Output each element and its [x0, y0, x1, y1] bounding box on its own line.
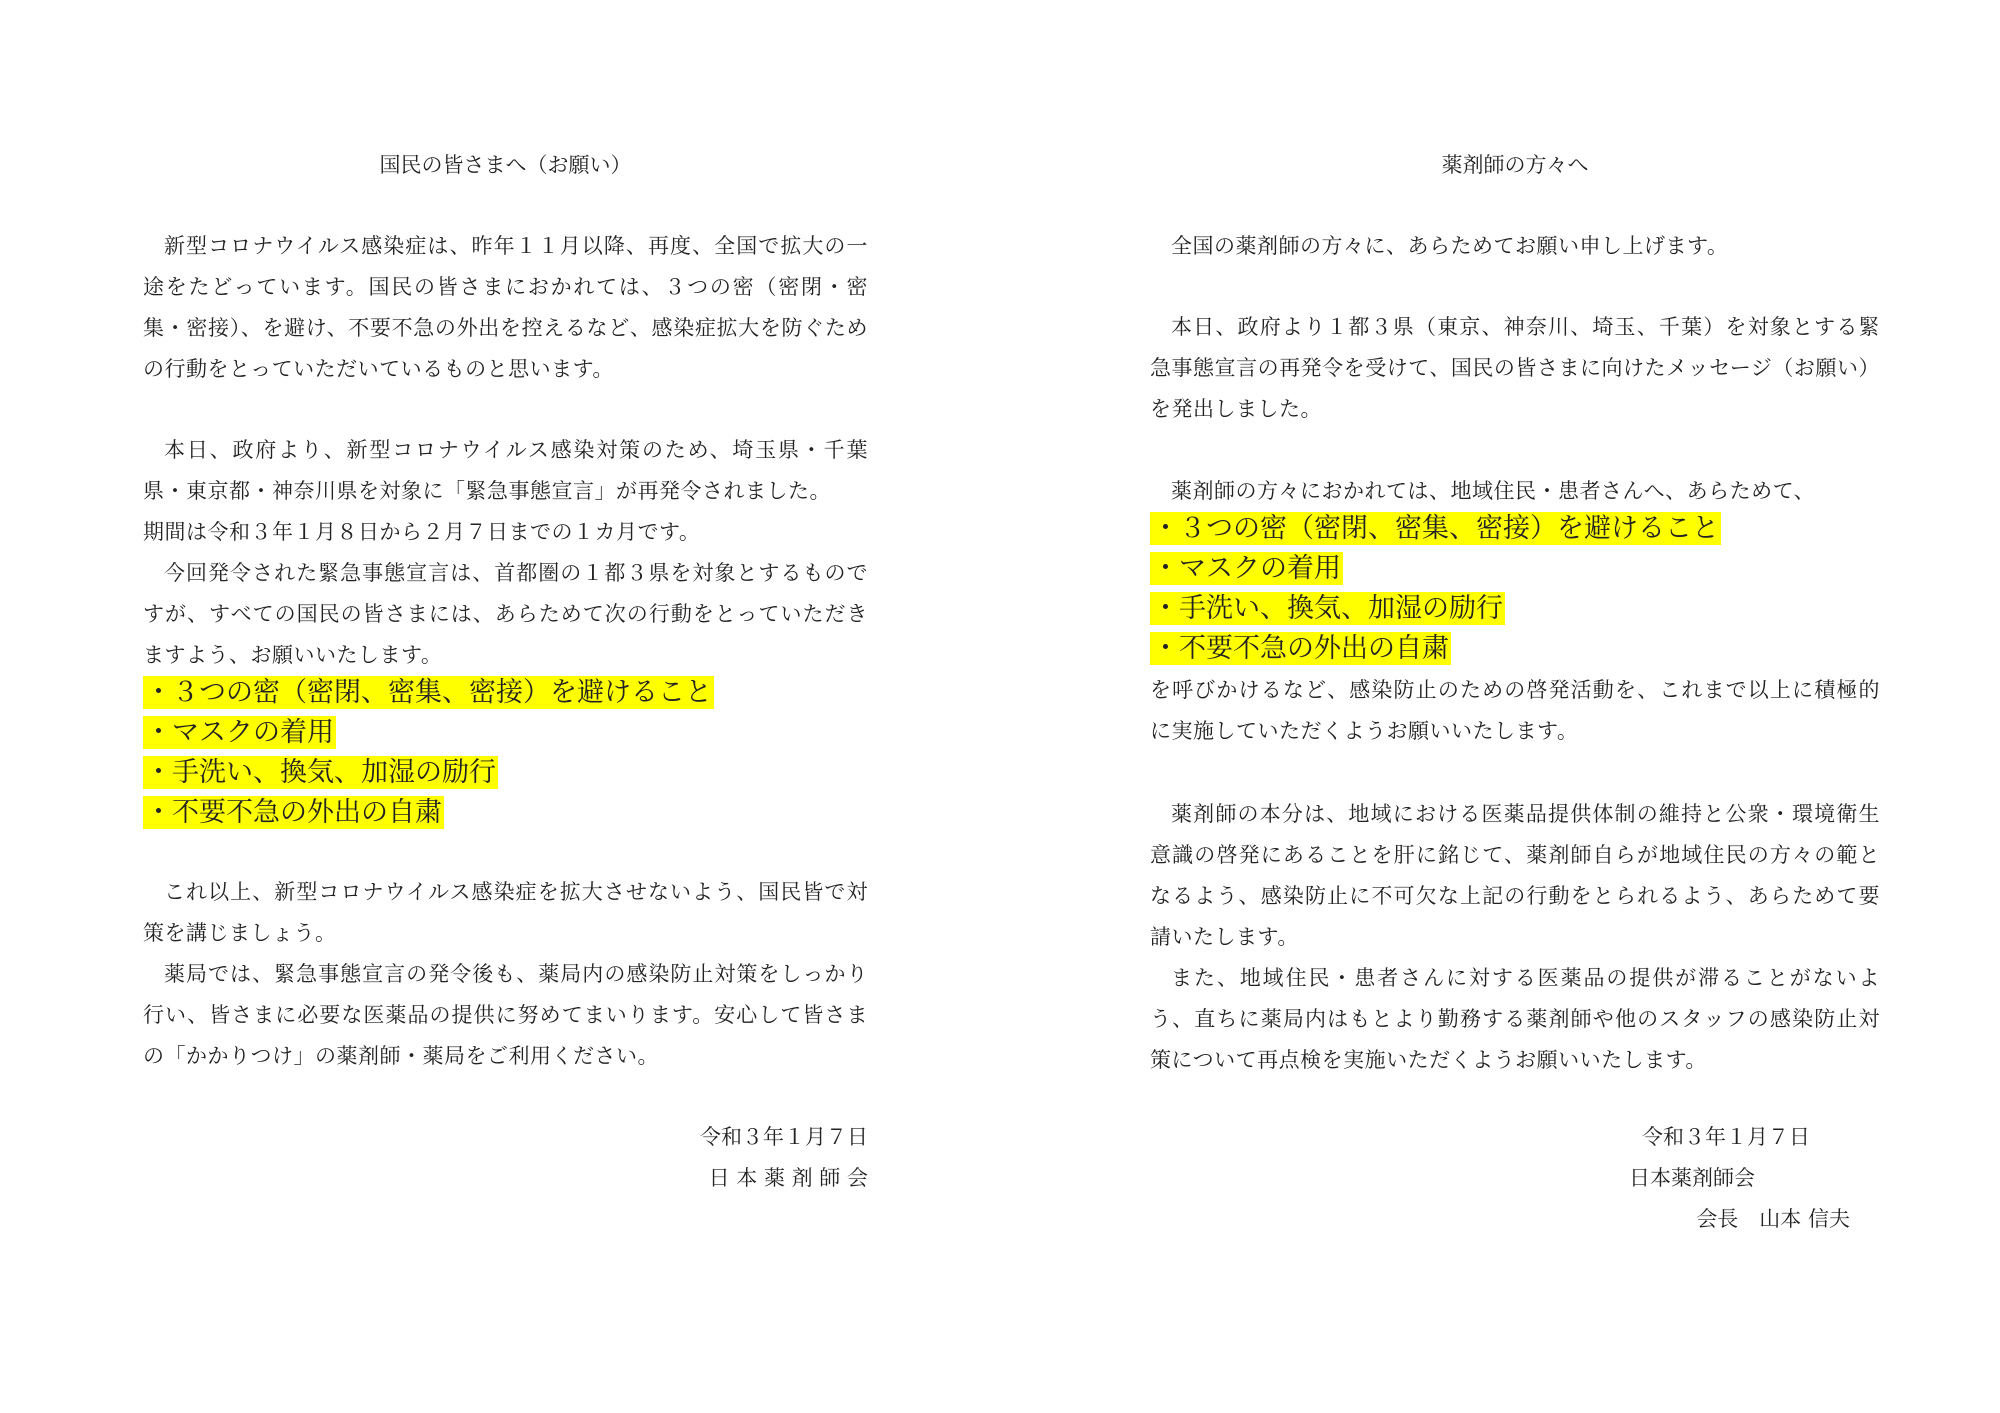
period-paragraph: 期間は令和３年１月８日から２月７日までの１カ月です。 [143, 520, 701, 544]
action-item: ・マスクの着用 [145, 717, 334, 748]
intro-paragraph: 新型コロナウイルス感染症は、昨年１１月以降、再度、全国で拡大の一途をたどっています。国民の皆さまにおかれては、３つの密（密閉・密集・密接）、を避け、不要不急の外出を控えるなど、感染症拡大を防ぐための行動をとっていただいているものと思います。 [143, 234, 868, 381]
action-item: ・不要不急の外出の自粛 [1152, 633, 1449, 664]
campaign-paragraph: を呼びかけるなど、感染防止のための啓発活動を、これまで以上に積極的に実施していただくようお願いいたします。 [1150, 678, 1880, 743]
action-list [143, 673, 714, 833]
action-item: ・手洗い、換気、加湿の励行 [145, 757, 496, 788]
action-item: ・３つの密（密閉、密集、密接）を避けること [145, 677, 712, 708]
notice-title: 国民の皆さまへ（お願い） [379, 153, 632, 177]
action-item: ・マスクの着用 [1152, 553, 1341, 584]
organization-name: 日 本 薬 剤 師 会 [708, 1166, 868, 1190]
notice-date: 令和３年１月７日 [1642, 1125, 1810, 1149]
request-paragraph: 今回発令された緊急事態宣言は、首都圏の１都３県を対象とするものですが、すべての国民の皆さまには、あらためて次の行動をとっていただきますよう、お願いいたします。 [143, 561, 868, 667]
declaration-paragraph: 本日、政府より、新型コロナウイルス感染対策のため、埼玉県・千葉県・東京都・神奈川県を対象に「緊急事態宣言」が再発令されました。 [143, 438, 868, 503]
closing-paragraph: これ以上、新型コロナウイルス感染症を拡大させないよう、国民皆で対策を講じましょう。 [143, 880, 868, 945]
declaration-paragraph: 本日、政府より１都３県（東京、神奈川、埼玉、千葉）を対象とする緊急事態宣言の再発令を受けて、国民の皆さまに向けたメッセージ（お願い）を発出しました。 [1150, 315, 1880, 421]
pharmacy-paragraph: 薬局では、緊急事態宣言の発令後も、薬局内の感染防止対策をしっかり行い、皆さまに必要な医薬品の提供に努めてまいります。安心して皆さまの「かかりつけ」の薬剤師・薬局をご利用ください。 [143, 962, 868, 1068]
action-item: ・不要不急の外出の自粛 [145, 797, 442, 828]
duty-paragraph: 薬剤師の本分は、地域における医薬品提供体制の維持と公衆・環境衛生意識の啓発にあることを肝に銘じて、薬剤師自らが地域住民の方々の範となるよう、感染防止に不可欠な上記の行動をとられるよう、あらためて要請いたします。 [1150, 802, 1880, 949]
action-item: ・手洗い、換気、加湿の励行 [1152, 593, 1503, 624]
action-list [1150, 509, 1721, 669]
intro-paragraph: 全国の薬剤師の方々に、あらためてお願い申し上げます。 [1171, 234, 1729, 258]
notice-date: 令和３年１月７日 [700, 1125, 868, 1149]
organization-name: 日本薬剤師会 [1629, 1166, 1755, 1190]
signer-name: 会長 山本 信夫 [1696, 1207, 1850, 1231]
action-item: ・３つの密（密閉、密集、密接）を避けること [1152, 513, 1719, 544]
request-paragraph: 薬剤師の方々におかれては、地域住民・患者さんへ、あらためて、 [1171, 479, 1816, 503]
supply-paragraph: また、地域住民・患者さんに対する医薬品の提供が滞ることがないよう、直ちに薬局内はもとより勤務する薬剤師や他のスタッフの感染防止対策について再点検を実施いただくようお願いいたします。 [1150, 966, 1880, 1072]
notice-title: 薬剤師の方々へ [1441, 153, 1589, 177]
